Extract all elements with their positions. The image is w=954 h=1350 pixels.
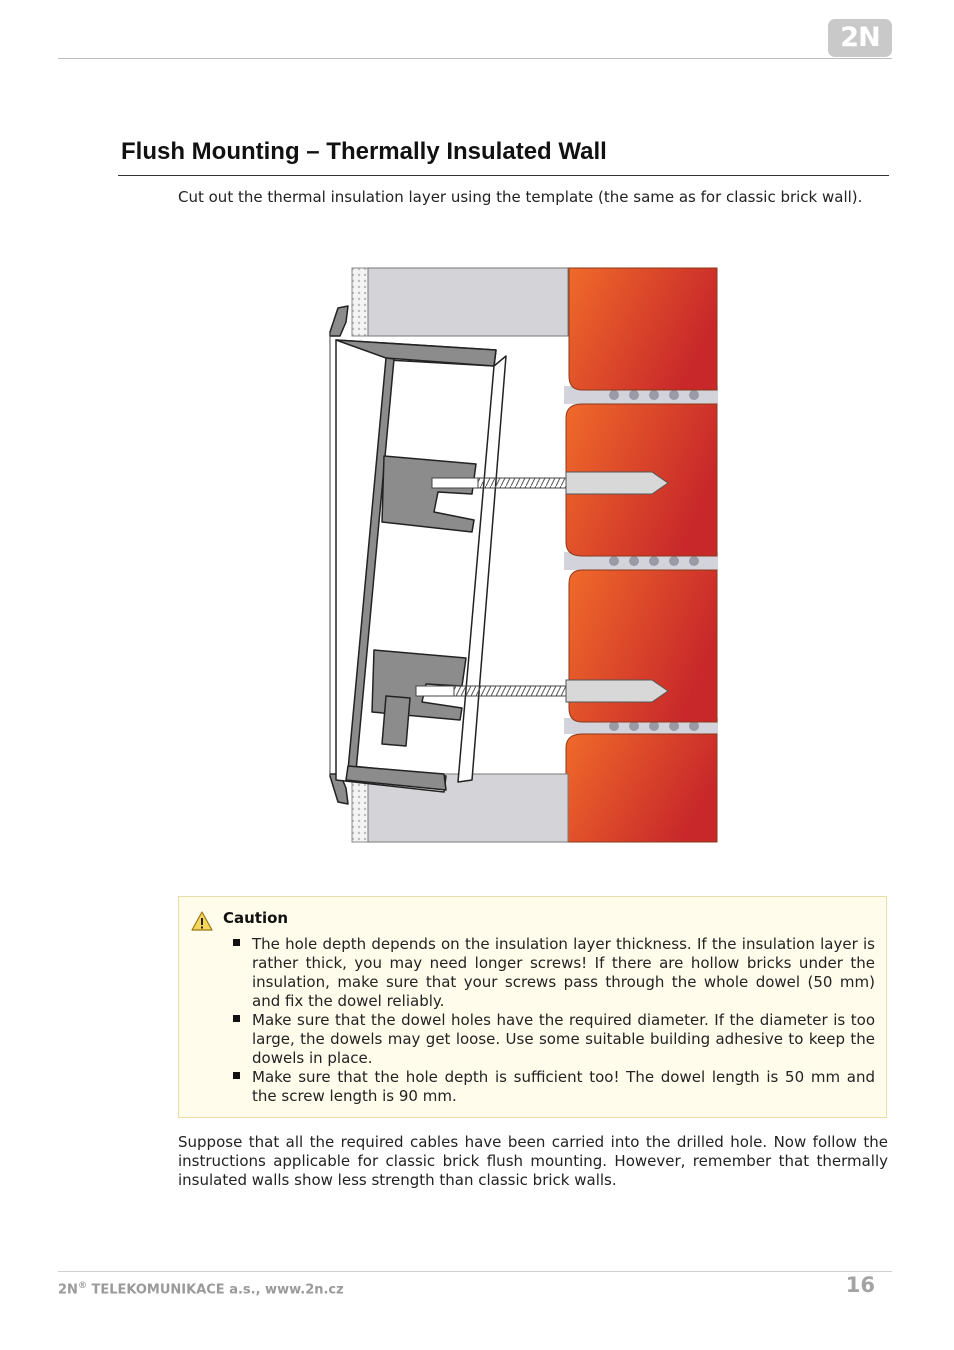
page-number: 16 — [845, 1273, 875, 1297]
page-title: Flush Mounting – Thermally Insulated Wall — [121, 138, 607, 165]
mounting-box — [330, 306, 506, 804]
registered-mark: ® — [77, 1281, 87, 1291]
intro-paragraph: Cut out the thermal insulation layer using the template (the same as for classic brick wall). — [178, 188, 863, 206]
header-rule — [58, 58, 892, 59]
caution-item-text: Make sure that the dowel holes have the required diameter. If the diameter is too large, the dowels may get loose. Use some suitable building adhesive to keep the dowels in place. — [252, 1011, 875, 1067]
mounting-diagram — [326, 266, 720, 846]
brand-logo: 2N — [828, 19, 892, 57]
footer-brand: 2N — [58, 1282, 78, 1298]
caution-title: Caution — [223, 909, 289, 927]
brick-wall — [566, 268, 717, 842]
bullet-square-icon — [233, 1072, 240, 1079]
footer-company — [58, 1281, 344, 1297]
caution-item — [252, 1068, 875, 1106]
caution-box — [178, 896, 887, 1118]
caution-item-text: Make sure that the hole depth is sufficient too! The dowel length is 50 mm and the screw length is 90 mm. — [252, 1068, 875, 1105]
caution-item-text: The hole depth depends on the insulation layer thickness. If the insulation layer is rather thick, you may need longer screws! If there are hollow bricks under the insulation, make sure that your screws pass through the whole dowel (50 mm) and fix the dowel reliably. — [252, 935, 875, 1010]
outro-paragraph: Suppose that all the required cables have been carried into the drilled hole. Now follow the instructions applicable for classic brick flush mounting. However, remember that thermally insulated walls show less strength than classic brick walls. — [178, 1133, 888, 1189]
bullet-square-icon — [233, 939, 240, 946]
caution-item — [252, 1011, 875, 1068]
footer-company-text: TELEKOMUNIKACE a.s., www.2n.cz — [86, 1282, 344, 1298]
warning-triangle-icon — [191, 910, 213, 932]
footer-rule — [58, 1271, 892, 1272]
title-underline — [118, 175, 889, 176]
caution-item — [252, 935, 875, 1011]
bullet-square-icon — [233, 1015, 240, 1022]
caution-list — [252, 935, 875, 1106]
